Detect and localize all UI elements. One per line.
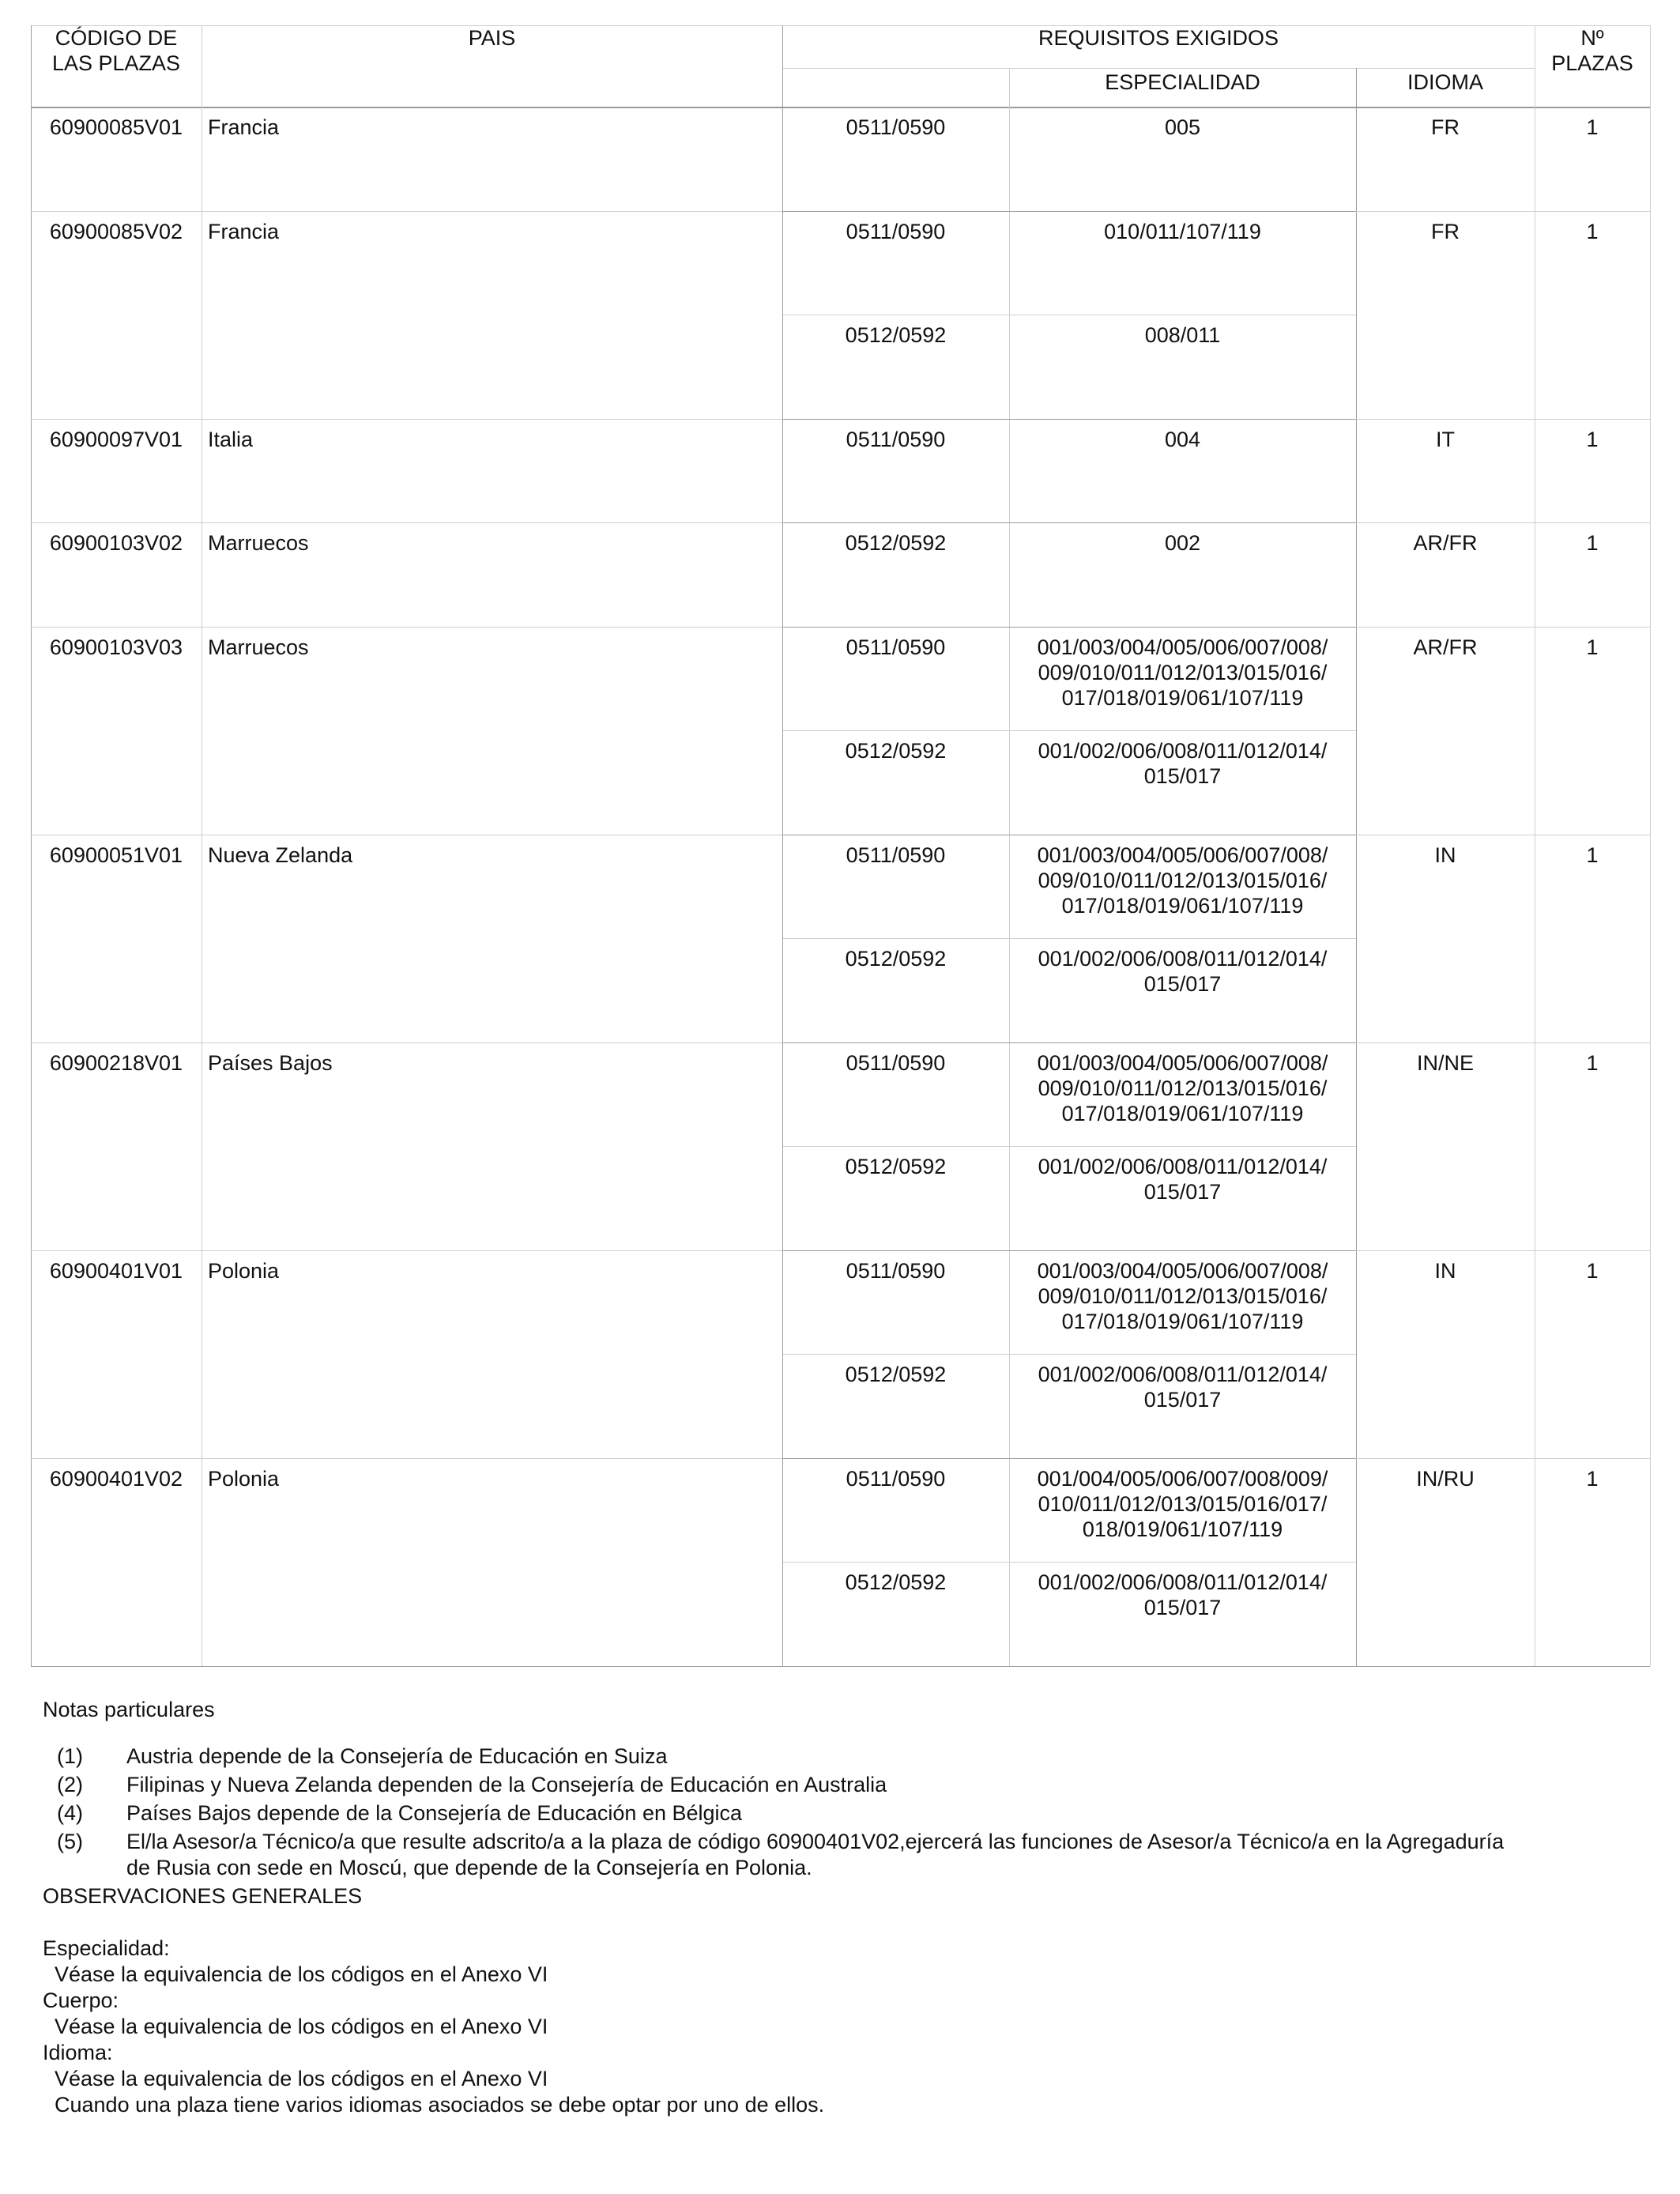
observacion-line: Véase la equivalencia de los códigos en el Anexo VI — [43, 2015, 548, 2038]
cell-plazas: 1 — [1586, 635, 1599, 659]
cell-idioma: IN — [1434, 843, 1456, 867]
header-pais: PAIS — [468, 26, 516, 50]
cell-pais: Polonia — [208, 1258, 280, 1283]
cell-cuerpo: 0512/0592 — [845, 739, 947, 763]
cell-cuerpo: 0511/0590 — [846, 115, 946, 139]
row-divider — [1356, 419, 1650, 420]
cell-especialidad: 001/002/006/008/011/012/014/ 015/017 — [1038, 1570, 1328, 1619]
header-plazas: Nº PLAZAS — [1551, 26, 1633, 75]
cell-cuerpo: 0512/0592 — [845, 1363, 947, 1386]
row-divider — [782, 522, 1356, 523]
cell-cuerpo: 0511/0590 — [846, 635, 946, 659]
cell-pais: Marruecos — [208, 635, 309, 659]
cell-idioma: IT — [1436, 427, 1455, 451]
cell-plazas: 1 — [1586, 531, 1599, 555]
cell-cuerpo: 0512/0592 — [845, 531, 947, 555]
observacion-line: Idioma: — [43, 2041, 113, 2064]
row-divider — [1356, 1250, 1650, 1251]
observacion-line: Especialidad: — [43, 1936, 170, 1960]
sub-row-divider — [782, 1354, 1356, 1355]
cell-especialidad: 008/011 — [1144, 323, 1221, 347]
cell-especialidad: 004 — [1164, 427, 1201, 451]
row-divider — [782, 211, 1356, 212]
cell-plazas: 1 — [1586, 219, 1599, 243]
cell-especialidad: 001/002/006/008/011/012/014/ 015/017 — [1038, 1363, 1328, 1412]
observaciones-title: OBSERVACIONES GENERALES — [43, 1884, 363, 1908]
cell-especialidad: 002 — [1164, 531, 1201, 555]
row-divider — [782, 1042, 1356, 1043]
cell-plazas: 1 — [1586, 843, 1599, 867]
cell-pais: Países Bajos — [208, 1050, 333, 1075]
cell-pais: Francia — [208, 115, 280, 139]
cell-especialidad: 001/004/005/006/007/008/009/ 010/011/012/013/015/016/017/ 018/019/061/107/119 — [1037, 1466, 1328, 1541]
nota-text: El/la Asesor/a Técnico/a que resulte adscrito/a a la plaza de código 60900401V02,ejercerá las funciones de Asesor/a Técnico/a en la Agregaduría de Rusia con sede en Moscú, que depende de la Consejería en Polonia. — [126, 1830, 1505, 1879]
table-bottom-border — [31, 1666, 1650, 1667]
cell-cuerpo: 0511/0590 — [846, 1258, 946, 1283]
header-codigo: CÓDIGO DE LAS PLAZAS — [51, 26, 181, 75]
cell-especialidad: 001/002/006/008/011/012/014/ 015/017 — [1038, 947, 1328, 996]
cell-idioma: IN/RU — [1416, 1466, 1475, 1491]
sub-row-divider — [782, 1562, 1356, 1563]
cell-idioma: AR/FR — [1413, 531, 1478, 555]
row-divider — [31, 419, 782, 420]
cell-especialidad: 001/002/006/008/011/012/014/ 015/017 — [1038, 739, 1328, 788]
cell-idioma: IN/NE — [1416, 1050, 1474, 1075]
cell-cuerpo: 0511/0590 — [846, 1466, 946, 1491]
table-top-border — [31, 25, 1650, 26]
cell-codigo: 60900051V01 — [49, 843, 183, 867]
cell-plazas: 1 — [1586, 1050, 1599, 1075]
row-divider — [31, 211, 782, 212]
cell-especialidad: 001/003/004/005/006/007/008/ 009/010/011/012/013/015/016/ 017/018/019/061/107/119 — [1037, 635, 1328, 710]
row-divider — [782, 419, 1356, 420]
cell-pais: Marruecos — [208, 531, 309, 555]
cell-idioma: FR — [1431, 219, 1460, 243]
header-idioma: IDIOMA — [1407, 70, 1483, 94]
col-divider — [782, 25, 783, 1666]
cell-especialidad: 001/002/006/008/011/012/014/ 015/017 — [1038, 1155, 1328, 1204]
header-bottom-line — [31, 107, 1650, 108]
nota-number: (2) — [57, 1773, 83, 1796]
observacion-line: Véase la equivalencia de los códigos en el Anexo VI — [43, 2067, 548, 2090]
cell-especialidad: 005 — [1164, 115, 1201, 139]
cell-codigo: 60900085V01 — [49, 115, 183, 139]
cell-plazas: 1 — [1586, 1466, 1599, 1491]
sub-row-divider — [782, 1146, 1356, 1147]
table-left-border — [31, 25, 32, 1666]
observacion-line: Cuando una plaza tiene varios idiomas asociados se debe optar por uno de ellos. — [43, 2093, 825, 2117]
observacion-line: Véase la equivalencia de los códigos en el Anexo VI — [43, 1962, 548, 1986]
cell-codigo: 60900085V02 — [49, 219, 183, 243]
cell-pais: Polonia — [208, 1466, 280, 1491]
cell-cuerpo: 0512/0592 — [845, 1155, 947, 1178]
cell-pais: Italia — [208, 427, 254, 451]
row-divider — [1356, 522, 1650, 523]
cell-codigo: 60900097V01 — [49, 427, 183, 451]
nota-number: (4) — [57, 1801, 83, 1825]
cell-plazas: 1 — [1586, 427, 1599, 451]
row-divider — [31, 522, 782, 523]
row-divider — [31, 1250, 782, 1251]
header-requisitos: REQUISITOS EXIGIDOS — [1038, 26, 1279, 50]
cell-cuerpo: 0511/0590 — [846, 219, 946, 243]
cell-codigo: 60900401V02 — [49, 1466, 183, 1491]
header-split-line — [782, 68, 1535, 69]
cell-idioma: AR/FR — [1413, 635, 1478, 659]
nota-text: Filipinas y Nueva Zelanda dependen de la Consejería de Educación en Australia — [126, 1773, 887, 1796]
header-especialidad: ESPECIALIDAD — [1105, 70, 1260, 94]
cell-cuerpo: 0511/0590 — [846, 427, 946, 451]
sub-row-divider — [782, 730, 1356, 731]
cell-plazas: 1 — [1586, 115, 1599, 139]
cell-idioma: FR — [1431, 115, 1460, 139]
row-divider — [31, 627, 782, 628]
row-divider — [1356, 1042, 1650, 1043]
nota-number: (1) — [57, 1744, 83, 1768]
sub-row-divider — [782, 938, 1356, 939]
cell-cuerpo: 0512/0592 — [845, 323, 947, 347]
row-divider — [782, 1458, 1356, 1459]
nota-number: (5) — [57, 1830, 83, 1853]
row-divider — [31, 1042, 782, 1043]
cell-cuerpo: 0512/0592 — [845, 947, 947, 971]
cell-cuerpo: 0511/0590 — [846, 1050, 946, 1075]
col-divider — [1009, 68, 1010, 1666]
cell-idioma: IN — [1434, 1258, 1456, 1283]
cell-codigo: 60900218V01 — [49, 1050, 183, 1075]
col-divider — [1356, 68, 1357, 1666]
cell-cuerpo: 0511/0590 — [846, 843, 946, 867]
cell-plazas: 1 — [1586, 1258, 1599, 1283]
cell-codigo: 60900103V02 — [49, 531, 183, 555]
cell-especialidad: 010/011/107/119 — [1104, 219, 1261, 243]
table-right-border — [1650, 25, 1651, 1666]
cell-pais: Francia — [208, 219, 280, 243]
cell-especialidad: 001/003/004/005/006/007/008/ 009/010/011/012/013/015/016/ 017/018/019/061/107/119 — [1037, 1050, 1328, 1125]
row-divider — [782, 627, 1356, 628]
row-divider — [1356, 211, 1650, 212]
cell-especialidad: 001/003/004/005/006/007/008/ 009/010/011/012/013/015/016/ 017/018/019/061/107/119 — [1037, 1258, 1328, 1333]
observacion-line: Cuerpo: — [43, 1989, 119, 2012]
cell-especialidad: 001/003/004/005/006/007/008/ 009/010/011/012/013/015/016/ 017/018/019/061/107/119 — [1037, 843, 1328, 918]
row-divider — [782, 1250, 1356, 1251]
cell-codigo: 60900401V01 — [49, 1258, 183, 1283]
notas-title: Notas particulares — [43, 1698, 215, 1721]
cell-codigo: 60900103V03 — [49, 635, 183, 659]
row-divider — [1356, 1458, 1650, 1459]
nota-text: Austria depende de la Consejería de Educación en Suiza — [126, 1744, 668, 1768]
nota-text: Países Bajos depende de la Consejería de Educación en Bélgica — [126, 1801, 743, 1825]
cell-cuerpo: 0512/0592 — [845, 1570, 947, 1594]
row-divider — [1356, 627, 1650, 628]
row-divider — [31, 1458, 782, 1459]
cell-pais: Nueva Zelanda — [208, 843, 353, 867]
